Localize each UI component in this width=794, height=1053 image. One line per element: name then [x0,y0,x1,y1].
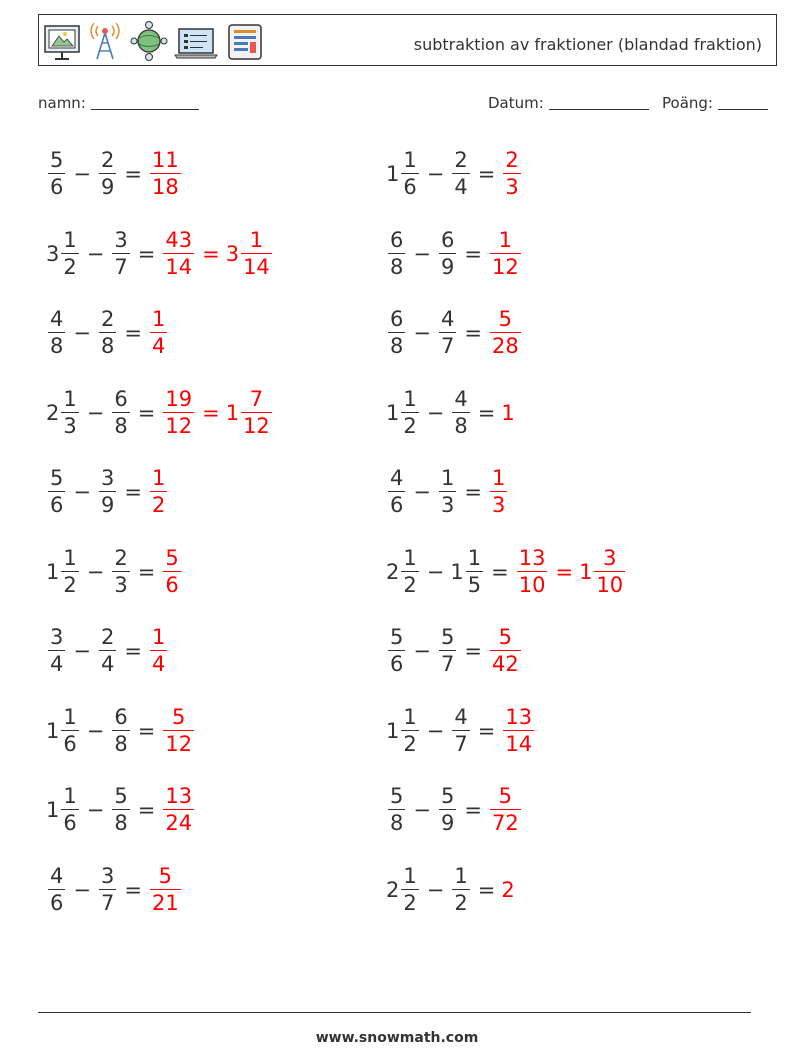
equals-sign: = [464,798,482,822]
subtrahend-fraction [466,545,483,597]
minus-sign: − [413,639,431,663]
answer-fraction [150,627,167,675]
subtrahend-fraction [112,227,129,279]
subtrahend-numerator: 3 [100,466,115,490]
minuend-numerator: 1 [403,148,417,172]
minuend-fraction [61,786,78,834]
answer-numerator: 5 [498,625,513,649]
mixed-answer-numerator: 1 [249,227,264,252]
subtrahend-denominator: 3 [114,572,128,597]
equals-sign: = [491,559,509,584]
subtrahend-denominator: 8 [100,334,115,358]
problem-right-2 [386,222,523,286]
subtrahend-denominator: 7 [100,890,115,915]
subtrahend-numerator: 2 [100,307,115,331]
mixed-answer-fraction [241,386,272,438]
answer-fraction [490,468,507,516]
answer-equals-sign: = [202,400,220,425]
subtrahend-fraction [99,468,116,516]
answer-numerator: 13 [165,784,193,808]
subtrahend-fraction [452,386,469,438]
problem-left-9 [46,778,196,842]
network-globe-icon [131,22,167,61]
subtrahend-denominator: 7 [440,652,455,676]
minuend-denominator: 6 [50,890,64,915]
problem-right-6 [386,540,627,604]
minuend-whole: 1 [386,400,400,425]
minuend-fraction [401,704,418,756]
subtrahend-numerator: 5 [440,784,455,808]
minuend-fraction [48,863,65,915]
answer-numerator: 43 [165,227,193,252]
minuend-numerator: 4 [390,466,404,490]
answer-fraction [517,545,548,597]
equals-sign: = [124,639,142,663]
problem-right-5 [386,460,509,524]
problem-right-8 [386,699,536,763]
minuend-fraction [61,386,78,438]
subtrahend-numerator: 5 [114,784,128,808]
equals-sign: = [477,400,496,425]
minuend-denominator: 8 [390,254,404,279]
answer-denominator: 4 [151,652,166,676]
equals-sign: = [124,162,142,186]
mixed-answer-denominator: 14 [243,254,270,279]
equals-sign: = [464,480,482,504]
answer-numerator: 5 [158,863,173,888]
subtrahend-denominator: 3 [440,493,455,517]
subtrahend-fraction [99,627,116,675]
score-line[interactable] [718,95,768,110]
problem-left-1 [46,142,183,206]
subtrahend-numerator: 1 [467,545,482,570]
equals-sign: = [124,480,142,504]
answer-fraction [150,468,167,516]
subtrahend-numerator: 6 [114,386,128,411]
subtrahend-denominator: 4 [454,175,468,199]
mixed-answer-fraction [594,545,625,597]
minus-sign: − [426,559,445,584]
equals-sign: = [464,321,482,345]
minuend-numerator: 5 [390,784,404,808]
answer-fraction [490,309,521,357]
minuend-fraction [388,227,405,279]
minuend-numerator: 3 [50,625,64,649]
answer-equals-sign: = [202,241,220,266]
subtrahend-numerator: 2 [100,625,115,649]
equals-sign: = [137,718,156,743]
answer-denominator: 12 [491,254,519,279]
answer-denominator: 2 [151,493,166,517]
minuend-fraction [61,545,78,597]
minus-sign: − [86,559,105,584]
mixed-answer-whole: 3 [225,241,240,266]
answer-fraction [150,863,181,915]
minus-sign: − [86,798,105,822]
answer-numerator: 13 [518,545,546,570]
minus-sign: − [426,877,445,902]
answer-denominator: 18 [151,175,179,199]
minuend-denominator: 8 [50,334,64,358]
document-list-icon [229,25,261,59]
minuend-numerator: 1 [403,704,417,729]
equals-sign: = [137,559,156,584]
problem-left-4 [46,381,274,445]
answer-numerator: 5 [165,545,179,570]
minuend-numerator: 6 [390,307,404,331]
subtrahend-fraction [452,704,469,756]
mixed-answer-fraction [241,227,272,279]
subtrahend-whole: 1 [450,559,464,584]
minus-sign: − [413,480,431,504]
answer-fraction [163,786,194,834]
minus-sign: − [413,241,431,266]
minuend-whole: 1 [46,559,60,584]
subtrahend-fraction [112,704,129,756]
minuend-fraction [61,227,78,279]
subtrahend-fraction [99,150,116,198]
subtrahend-denominator: 5 [467,572,482,597]
minus-sign: − [426,400,445,425]
subtrahend-numerator: 6 [440,227,455,252]
minuend-fraction [61,704,78,756]
minuend-fraction [48,309,65,357]
answer-fraction [150,309,167,357]
minuend-numerator: 1 [403,545,417,570]
minuend-numerator: 5 [390,625,404,649]
minuend-numerator: 1 [403,386,417,411]
answer-equals-sign: = [555,559,574,584]
minuend-denominator: 4 [50,652,64,676]
subtrahend-denominator: 8 [454,413,468,438]
footer-divider [38,1012,751,1013]
mixed-answer-denominator: 12 [243,413,270,438]
answer-numerator: 1 [151,307,166,331]
minuend-numerator: 1 [403,863,417,888]
problem-left-3 [46,301,169,365]
minuend-denominator: 3 [63,413,77,438]
answer-denominator: 4 [151,334,166,358]
minuend-numerator: 4 [50,307,64,331]
problem-left-5 [46,460,169,524]
subtrahend-denominator: 7 [440,334,455,358]
subtrahend-fraction [439,309,456,357]
subtrahend-denominator: 8 [114,731,128,756]
equals-sign: = [124,321,142,345]
answer-fraction [150,150,181,198]
minuend-denominator: 2 [403,413,417,438]
minuend-numerator: 1 [63,784,77,808]
minuend-whole: 1 [386,718,400,743]
problem-left-6 [46,540,183,604]
subtrahend-numerator: 4 [440,307,455,331]
score-label: Poäng: [662,94,713,112]
answer-denominator: 14 [165,254,193,279]
equals-sign: = [124,877,142,902]
subtrahend-numerator: 2 [114,545,128,570]
minuend-whole: 2 [386,877,400,902]
problem-right-3 [386,301,523,365]
answer-numerator: 1 [151,625,166,649]
minus-sign: − [73,162,91,186]
footer-url: www.snowmath.com [315,1030,479,1046]
answer-denominator: 21 [151,890,179,915]
answer-numerator: 5 [498,784,513,808]
answer-fraction [490,227,521,279]
answer-numerator: 1 [498,227,513,252]
minuend-fraction [401,150,418,198]
equals-sign: = [477,877,496,902]
minuend-fraction [401,386,418,438]
answer-numerator: 19 [165,386,193,411]
minus-sign: − [426,162,445,186]
problem-right-7 [386,619,523,683]
minus-sign: − [73,321,91,345]
worksheet-title: subtraktion av fraktioner (blandad fraktion) [413,35,762,54]
minuend-numerator: 1 [63,545,77,570]
answer-numerator: 13 [505,704,533,729]
subtrahend-fraction [112,786,129,834]
answer-denominator: 10 [518,572,546,597]
minuend-denominator: 6 [50,493,64,517]
minuend-numerator: 1 [63,386,77,411]
minuend-denominator: 2 [403,890,417,915]
subtrahend-fraction [452,150,469,198]
answer-denominator: 3 [505,175,519,199]
subtrahend-denominator: 9 [100,493,115,517]
minus-sign: − [73,639,91,663]
minuend-numerator: 6 [390,227,404,252]
minuend-whole: 1 [386,162,400,186]
answer-fraction [490,627,521,675]
minuend-denominator: 2 [63,572,77,597]
minus-sign: − [86,241,105,266]
subtrahend-numerator: 4 [454,386,468,411]
mixed-answer-denominator: 10 [596,572,624,597]
minuend-numerator: 1 [63,227,77,252]
minuend-numerator: 5 [50,466,64,490]
date-line[interactable] [549,95,649,110]
answer-denominator: 42 [491,652,519,676]
subtrahend-numerator: 4 [454,704,468,729]
minuend-denominator: 2 [63,254,77,279]
mixed-answer-numerator: 3 [603,545,617,570]
minus-sign: − [73,480,91,504]
minuend-fraction [388,309,405,357]
minuend-denominator: 2 [403,731,417,756]
score-field[interactable] [662,94,768,112]
equals-sign: = [464,241,482,266]
subtrahend-fraction [452,863,469,915]
minuend-whole: 2 [46,400,60,425]
equals-sign: = [137,400,156,425]
minus-sign: − [86,718,105,743]
subtrahend-denominator: 7 [114,254,128,279]
answer-denominator: 12 [165,731,193,756]
answer-fraction [503,704,534,756]
minuend-fraction [48,627,65,675]
name-field[interactable] [38,94,199,112]
equals-sign: = [477,718,496,743]
minuend-fraction [48,468,65,516]
laptop-checklist-icon [175,29,217,58]
answer-fraction [490,786,521,834]
minuend-denominator: 6 [390,652,404,676]
subtrahend-denominator: 9 [440,254,455,279]
minus-sign: − [413,798,431,822]
subtrahend-numerator: 1 [454,863,468,888]
subtrahend-denominator: 9 [100,175,115,199]
minuend-fraction [388,786,405,834]
problem-right-10 [386,858,515,922]
minuend-denominator: 8 [390,811,404,835]
minuend-denominator: 8 [390,334,404,358]
minuend-numerator: 4 [50,863,64,888]
header-icons [43,21,269,61]
subtrahend-denominator: 2 [454,890,468,915]
answer-numerator: 2 [505,148,519,172]
minuend-denominator: 2 [403,572,417,597]
subtrahend-numerator: 5 [440,625,455,649]
mixed-answer-whole: 1 [225,400,240,425]
subtrahend-numerator: 2 [454,148,468,172]
minus-sign: − [413,321,431,345]
problem-left-10 [46,858,183,922]
subtrahend-fraction [99,863,116,915]
answer-numerator: 1 [491,466,506,490]
minus-sign: − [86,400,105,425]
date-field[interactable] [488,94,649,112]
minuend-fraction [48,150,65,198]
subtrahend-numerator: 3 [114,227,128,252]
minuend-whole: 2 [386,559,400,584]
subtrahend-numerator: 1 [440,466,455,490]
mixed-answer-numerator: 7 [249,386,264,411]
subtrahend-fraction [439,468,456,516]
answer-whole: 2 [501,877,515,902]
minuend-denominator: 6 [403,175,417,199]
subtrahend-denominator: 8 [114,811,128,835]
answer-fraction [163,545,180,597]
answer-denominator: 72 [491,811,519,835]
answer-denominator: 6 [165,572,179,597]
minuend-fraction [388,468,405,516]
minus-sign: − [73,877,91,902]
minuend-whole: 1 [46,798,60,822]
minuend-denominator: 6 [63,731,77,756]
subtrahend-numerator: 3 [100,863,115,888]
answer-fraction [503,150,520,198]
problem-right-1 [386,142,523,206]
equals-sign: = [477,162,496,186]
equals-sign: = [464,639,482,663]
subtrahend-fraction [439,227,456,279]
problem-right-9 [386,778,523,842]
presentation-board-icon [45,26,79,59]
minuend-numerator: 1 [63,704,77,729]
answer-numerator: 5 [172,704,186,729]
problem-left-7 [46,619,169,683]
subtrahend-fraction [99,309,116,357]
problem-left-2 [46,222,274,286]
minus-sign: − [426,718,445,743]
minuend-fraction [388,627,405,675]
date-label: Datum: [488,94,544,112]
equals-sign: = [137,798,156,822]
minuend-denominator: 6 [63,811,77,835]
minuend-whole: 1 [46,718,60,743]
answer-numerator: 1 [151,466,166,490]
subtrahend-fraction [439,786,456,834]
equals-sign: = [137,241,156,266]
subtrahend-fraction [112,386,129,438]
radio-tower-icon [91,23,119,59]
name-line[interactable] [91,95,199,110]
answer-fraction [163,704,194,756]
answer-fraction [163,386,194,438]
answer-numerator: 5 [498,307,513,331]
answer-denominator: 12 [165,413,193,438]
minuend-denominator: 6 [390,493,404,517]
problem-right-4 [386,381,515,445]
answer-denominator: 24 [165,811,193,835]
minuend-numerator: 5 [50,148,64,172]
answer-denominator: 28 [491,334,519,358]
mixed-answer-whole: 1 [579,559,593,584]
subtrahend-denominator: 9 [440,811,455,835]
minuend-fraction [401,863,418,915]
answer-fraction [163,227,194,279]
subtrahend-fraction [439,627,456,675]
subtrahend-denominator: 4 [100,652,115,676]
answer-whole: 1 [501,400,515,425]
subtrahend-denominator: 7 [454,731,468,756]
subtrahend-numerator: 6 [114,704,128,729]
answer-numerator: 11 [151,148,179,172]
minuend-fraction [401,545,418,597]
problem-left-8 [46,699,196,763]
answer-denominator: 14 [505,731,533,756]
subtrahend-denominator: 8 [114,413,128,438]
worksheet-header [38,14,777,66]
header-icon-strip [43,21,269,61]
name-label: namn: [38,94,86,112]
minuend-whole: 3 [46,241,60,266]
subtrahend-numerator: 2 [100,148,115,172]
answer-denominator: 3 [491,493,506,517]
minuend-denominator: 6 [50,175,64,199]
subtrahend-fraction [112,545,129,597]
